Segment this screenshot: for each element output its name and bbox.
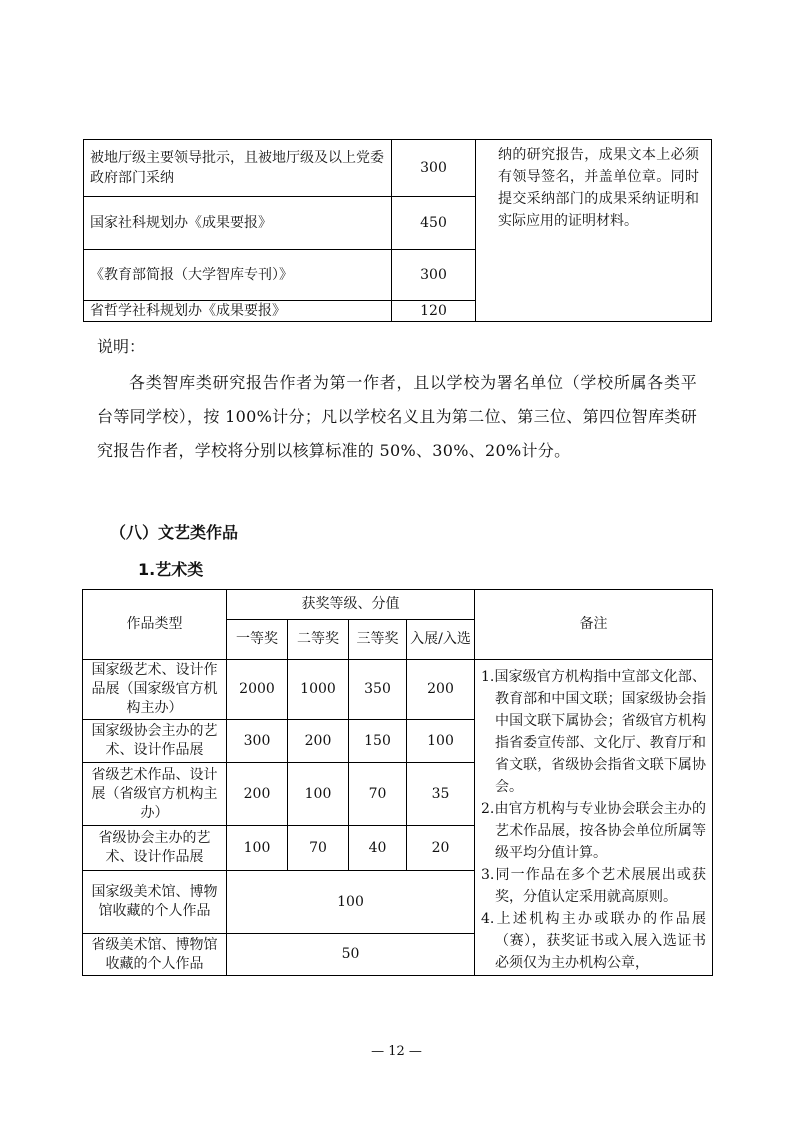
sub-heading: 1.艺术类: [138, 560, 204, 579]
header-award-group: 获奖等级、分值: [227, 590, 475, 620]
report-type-cell: 被地厅级主要领导批示，且被地厅级及以上党委政府部门采纳: [84, 140, 392, 197]
value-cell: 350: [349, 660, 407, 720]
value-cell: 100: [407, 720, 475, 763]
table-header-row: [83, 590, 713, 620]
list-item: 1.国家级官方机构指中宣部文化部、教育部和中国文联；国家级协会指中国文联下属协会；省级官方机构指省委宣传部、文化厅、教育厅和省文联，省级协会指省文联下属协会。: [481, 669, 706, 795]
table-row: [83, 660, 713, 720]
header-work-type: 作品类型: [83, 590, 227, 660]
header-third-prize: 三等奖: [349, 620, 407, 660]
score-cell: 450: [392, 197, 476, 250]
remark-list: [481, 666, 706, 974]
header-second-prize: 二等奖: [288, 620, 349, 660]
value-cell: 1000: [288, 660, 349, 720]
value-cell: 300: [227, 720, 288, 763]
value-cell: 70: [349, 763, 407, 826]
header-selected: 入展/入选: [407, 620, 475, 660]
list-item: 3.同一作品在多个艺术展展出或获奖，分值认定采用就高原则。: [481, 867, 706, 905]
value-cell: 200: [407, 660, 475, 720]
header-first-prize: 一等奖: [227, 620, 288, 660]
list-item: 2.由官方机构与专业协会联会主办的艺术作品展，按各协会单位所属等级平均分值计算。: [481, 801, 706, 861]
work-type-cell: 省级协会主办的艺术、设计作品展: [83, 826, 227, 871]
list-item: 4.上述机构主办或联办的作品展（赛），获奖证书或入展入选证书必须仅为主办机构公章，: [481, 911, 706, 971]
work-type-cell: 国家级艺术、设计作品展（国家级官方机构主办）: [83, 660, 227, 720]
value-cell: 35: [407, 763, 475, 826]
think-tank-report-table: [83, 139, 712, 322]
remark-cell: [475, 660, 713, 976]
value-cell: 100: [288, 763, 349, 826]
score-cell: 300: [392, 250, 476, 301]
value-cell: 40: [349, 826, 407, 871]
value-cell: 70: [288, 826, 349, 871]
note-label: 说明：: [97, 337, 146, 356]
merged-value-cell: 100: [227, 871, 475, 934]
value-cell: 200: [288, 720, 349, 763]
score-cell: 300: [392, 140, 476, 197]
art-works-score-table: [82, 589, 713, 976]
value-cell: 150: [349, 720, 407, 763]
report-type-cell: 国家社科规划办《成果要报》: [84, 197, 392, 250]
value-cell: 2000: [227, 660, 288, 720]
value-cell: 100: [227, 826, 288, 871]
header-remark: 备注: [475, 590, 713, 660]
merged-value-cell: 50: [227, 934, 475, 976]
table-row: [84, 140, 712, 197]
page-number: — 12 —: [371, 1044, 422, 1059]
score-cell: 120: [392, 301, 476, 322]
work-type-cell: 省级美术馆、博物馆收藏的个人作品: [83, 934, 227, 976]
work-type-cell: 省级艺术作品、设计展（省级官方机构主办）: [83, 763, 227, 826]
section-heading: （八）文艺类作品: [110, 523, 239, 542]
work-type-cell: 国家级协会主办的艺术、设计作品展: [83, 720, 227, 763]
report-type-cell: 省哲学社科规划办《成果要报》: [84, 301, 392, 322]
note-paragraph: 各类智库类研究报告作者为第一作者，且以学校为署名单位（学校所属各类平台等同学校），按 100%计分；凡以学校名义且为第二位、第三位、第四位智库类研究报告作者，学校将分别以核算标准的 50%、30%、20%计分。: [97, 373, 697, 460]
work-type-cell: 国家级美术馆、博物馆收藏的个人作品: [83, 871, 227, 934]
requirement-note-cell: 纳的研究报告，成果文本上必须有领导签名，并盖单位章。同时提交采纳部门的成果采纳证明和实际应用的证明材料。: [476, 140, 712, 322]
value-cell: 200: [227, 763, 288, 826]
value-cell: 20: [407, 826, 475, 871]
report-type-cell: 《教育部简报（大学智库专刊）》: [84, 250, 392, 301]
